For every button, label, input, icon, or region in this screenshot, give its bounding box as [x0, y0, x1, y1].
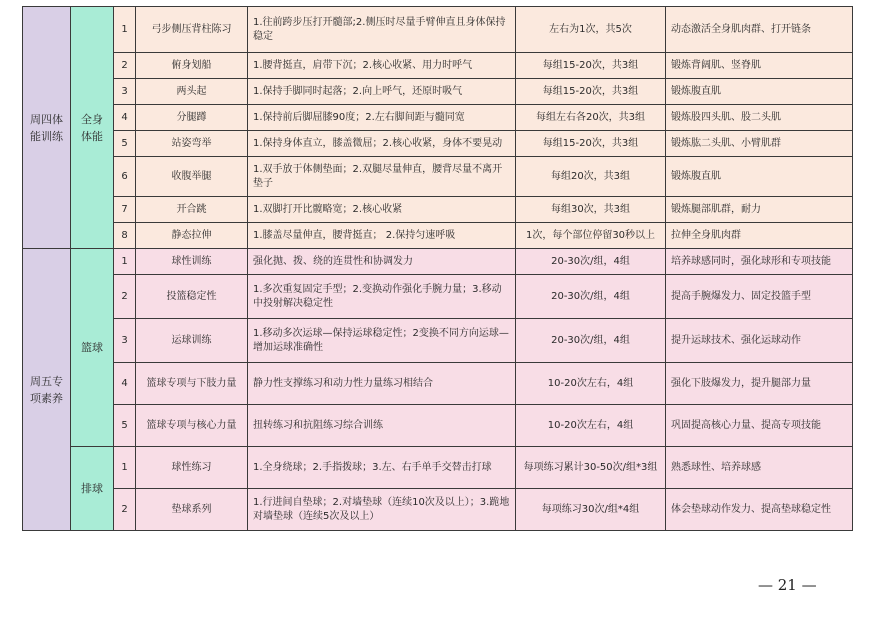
- training-plan-table: [22, 6, 853, 531]
- row-number: 2: [114, 275, 136, 319]
- row-number: 4: [114, 105, 136, 131]
- exercise-amount: 每项练习30次/组*4组: [516, 489, 666, 531]
- exercise-effect: 锻炼腿部肌群，耐力: [666, 197, 853, 223]
- table-row: [23, 7, 853, 53]
- row-number: 1: [114, 249, 136, 275]
- exercise-name: 垫球系列: [136, 489, 248, 531]
- row-number: 2: [114, 53, 136, 79]
- exercise-method: 1.双脚打开比髋略宽；2.核心收紧: [248, 197, 516, 223]
- table-row: [23, 79, 853, 105]
- exercise-name: 投篮稳定性: [136, 275, 248, 319]
- exercise-method: 1.多次重复固定手型；2.变换动作强化手腕力量；3.移动中投射解决稳定性: [248, 275, 516, 319]
- exercise-method: 1.腰背挺直，肩带下沉；2.核心收紧、用力时呼气: [248, 53, 516, 79]
- category-label-basketball: 篮球: [71, 249, 114, 447]
- table-row: [23, 131, 853, 157]
- exercise-method: 1.行进间自垫球；2.对墙垫球（连续10次及以上）；3.跪地对墙垫球（连续5次及以上）: [248, 489, 516, 531]
- exercise-amount: 每组15-20次，共3组: [516, 79, 666, 105]
- exercise-effect: 锻炼背阔肌、竖脊肌: [666, 53, 853, 79]
- row-number: 8: [114, 223, 136, 249]
- exercise-name: 站姿弯举: [136, 131, 248, 157]
- row-number: 1: [114, 447, 136, 489]
- exercise-amount: 20-30次/组，4组: [516, 249, 666, 275]
- exercise-name: 篮球专项与核心力量: [136, 405, 248, 447]
- exercise-method: 扭转练习和抗阻练习综合训练: [248, 405, 516, 447]
- table-row: [23, 405, 853, 447]
- row-number: 6: [114, 157, 136, 197]
- exercise-amount: 每组20次，共3组: [516, 157, 666, 197]
- row-number: 4: [114, 363, 136, 405]
- table-row: [23, 105, 853, 131]
- exercise-name: 运球训练: [136, 319, 248, 363]
- exercise-method: 1.全身绕球；2.手指拨球；3.左、右手单手交替击打球: [248, 447, 516, 489]
- table-row: [23, 249, 853, 275]
- table-row: [23, 197, 853, 223]
- day-label-friday: 周五专项素养: [23, 249, 71, 531]
- row-number: 3: [114, 319, 136, 363]
- exercise-name: 开合跳: [136, 197, 248, 223]
- exercise-effect: 锻炼肱二头肌、小臂肌群: [666, 131, 853, 157]
- exercise-effect: 提高手腕爆发力、固定投篮手型: [666, 275, 853, 319]
- table-row: [23, 447, 853, 489]
- category-label-full-body: 全身体能: [71, 7, 114, 249]
- exercise-effect: 培养球感同时，强化球形和专项技能: [666, 249, 853, 275]
- exercise-effect: 动态激活全身肌肉群、打开链条: [666, 7, 853, 53]
- table-row: [23, 53, 853, 79]
- day-label-thursday: 周四体能训练: [23, 7, 71, 249]
- exercise-method: 1.双手放于体侧垫面；2.双腿尽量伸直，腰背尽量不离开垫子: [248, 157, 516, 197]
- exercise-method: 1.移动多次运球—保持运球稳定性；2变换不同方向运球—增加运球准确性: [248, 319, 516, 363]
- exercise-method: 1.保持身体直立，膝盖微屈；2.核心收紧，身体不要晃动: [248, 131, 516, 157]
- exercise-amount: 每项练习累计30-50次/组*3组: [516, 447, 666, 489]
- table-row: [23, 275, 853, 319]
- exercise-effect: 熟悉球性、培养球感: [666, 447, 853, 489]
- category-label-volleyball: 排球: [71, 447, 114, 531]
- exercise-effect: 体会垫球动作发力、提高垫球稳定性: [666, 489, 853, 531]
- table-row: [23, 363, 853, 405]
- table-row: [23, 157, 853, 197]
- exercise-amount: 1次，每个部位停留30秒以上: [516, 223, 666, 249]
- exercise-name: 球性训练: [136, 249, 248, 275]
- exercise-name: 俯身划船: [136, 53, 248, 79]
- exercise-effect: 锻炼腹直肌: [666, 79, 853, 105]
- exercise-amount: 每组15-20次，共3组: [516, 131, 666, 157]
- row-number: 7: [114, 197, 136, 223]
- exercise-amount: 每组30次，共3组: [516, 197, 666, 223]
- exercise-amount: 10-20次左右，4组: [516, 405, 666, 447]
- exercise-method: 1.膝盖尽量伸直，腰背挺直； 2.保持匀速呼吸: [248, 223, 516, 249]
- row-number: 3: [114, 79, 136, 105]
- table-row: [23, 489, 853, 531]
- exercise-effect: 锻炼腹直肌: [666, 157, 853, 197]
- exercise-method: 1.保持手脚同时起落；2.向上呼气，还原时吸气: [248, 79, 516, 105]
- row-number: 1: [114, 7, 136, 53]
- row-number: 2: [114, 489, 136, 531]
- exercise-amount: 20-30次/组，4组: [516, 319, 666, 363]
- exercise-name: 收腹举腿: [136, 157, 248, 197]
- exercise-method: 1.往前跨步压打开髓部;2.侧压时尽量手臂伸直且身体保持稳定: [248, 7, 516, 53]
- exercise-name: 弓步侧压背柱陈习: [136, 7, 248, 53]
- exercise-name: 分腿蹲: [136, 105, 248, 131]
- table-row: [23, 319, 853, 363]
- exercise-name: 静态拉伸: [136, 223, 248, 249]
- exercise-effect: 锻炼股四头肌、股二头肌: [666, 105, 853, 131]
- exercise-amount: 20-30次/组，4组: [516, 275, 666, 319]
- exercise-effect: 拉伸全身肌肉群: [666, 223, 853, 249]
- exercise-amount: 左右为1次，共5次: [516, 7, 666, 53]
- exercise-amount: 每组15-20次，共3组: [516, 53, 666, 79]
- exercise-effect: 提升运球技术、强化运球动作: [666, 319, 853, 363]
- exercise-method: 静力性支撑练习和动力性力量练习相结合: [248, 363, 516, 405]
- exercise-method: 强化抛、拨、绕的连贯性和协调发力: [248, 249, 516, 275]
- exercise-amount: 每组左右各20次，共3组: [516, 105, 666, 131]
- exercise-name: 两头起: [136, 79, 248, 105]
- exercise-method: 1.保持前后脚屈膝90度；2.左右脚间距与髓同宽: [248, 105, 516, 131]
- row-number: 5: [114, 131, 136, 157]
- table-row: [23, 223, 853, 249]
- page-number: — 21 —: [758, 576, 817, 594]
- row-number: 5: [114, 405, 136, 447]
- exercise-name: 篮球专项与下肢力量: [136, 363, 248, 405]
- exercise-effect: 强化下肢爆发力，提升腿部力量: [666, 363, 853, 405]
- exercise-amount: 10-20次左右，4组: [516, 363, 666, 405]
- exercise-name: 球性练习: [136, 447, 248, 489]
- exercise-effect: 巩固提高核心力量、提高专项技能: [666, 405, 853, 447]
